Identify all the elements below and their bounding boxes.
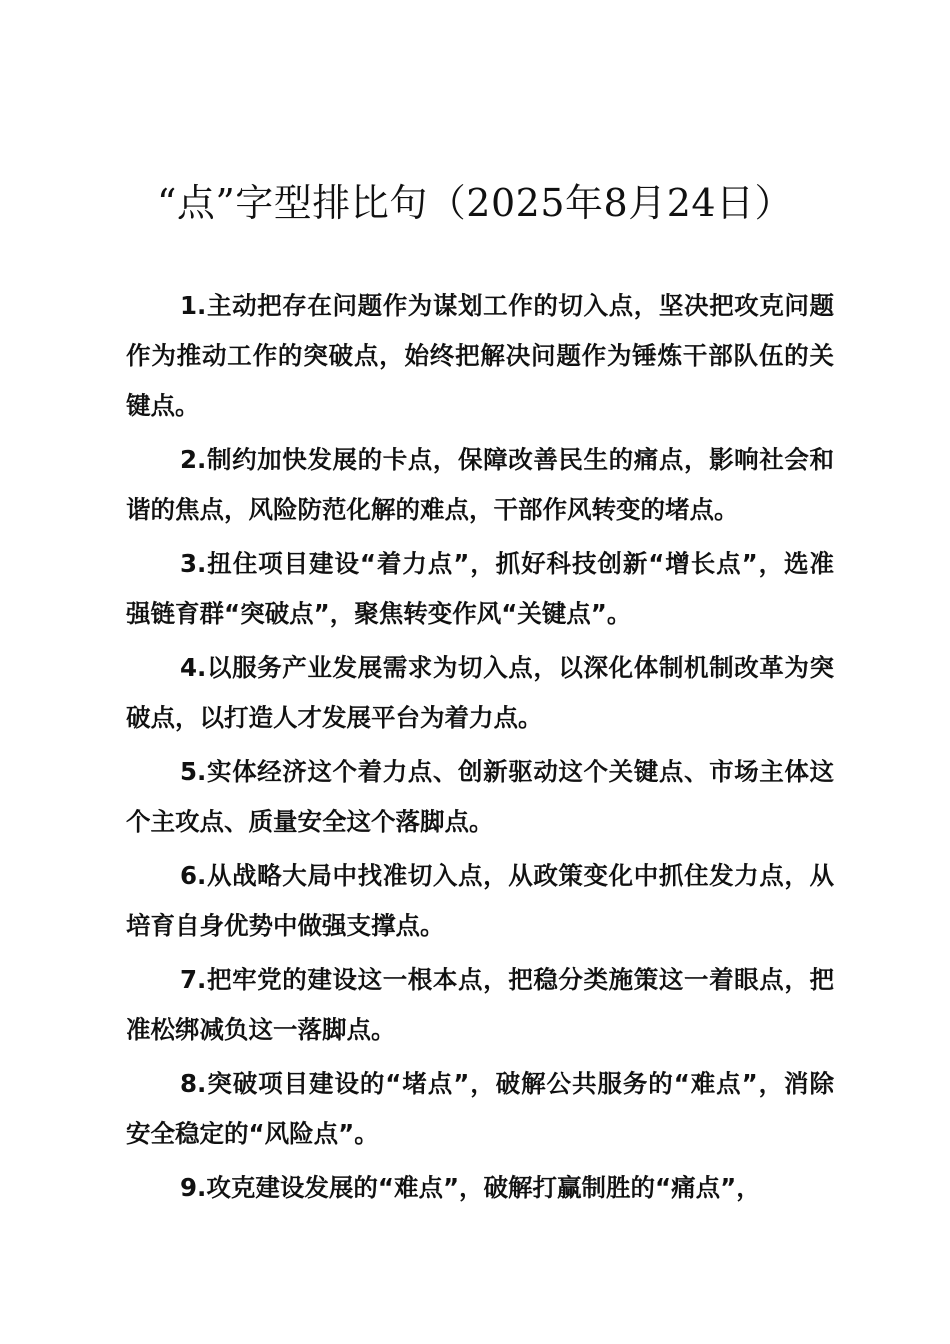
paragraph-9: 9.攻克建设发展的“难点”，破解打赢制胜的“痛点”， [180, 1173, 761, 1202]
paragraph-2: 2.制约加快发展的卡点，保障改善民生的痛点，影响社会和谐的焦点，风险防范化解的难点，干部作风转变的堵点。 [126, 445, 834, 524]
paragraph-6: 6.从战略大局中找准切入点，从政策变化中抓住发力点，从培育自身优势中做强支撑点。 [126, 861, 834, 940]
document-title: “点”字型排比句（2025年8月24日） [156, 181, 794, 225]
paragraph-4: 4.以服务产业发展需求为切入点，以深化体制机制改革为突破点，以打造人才发展平台为着力点。 [126, 653, 834, 732]
paragraph-3: 3.扭住项目建设“着力点”，抓好科技创新“增长点”，选准强链育群“突破点”，聚焦转变作风“关键点”。 [126, 549, 834, 628]
document-body [126, 281, 834, 1217]
paragraph-1: 1.主动把存在问题作为谋划工作的切入点，坚决把攻克问题作为推动工作的突破点，始终把解决问题作为锤炼干部队伍的关键点。 [126, 291, 834, 420]
paragraph-7: 7.把牢党的建设这一根本点，把稳分类施策这一着眼点，把准松绑减负这一落脚点。 [126, 965, 834, 1044]
paragraph-8: 8.突破项目建设的“堵点”，破解公共服务的“难点”，消除安全稳定的“风险点”。 [126, 1069, 834, 1148]
paragraph-5: 5.实体经济这个着力点、创新驱动这个关键点、市场主体这个主攻点、质量安全这个落脚点。 [126, 757, 834, 836]
